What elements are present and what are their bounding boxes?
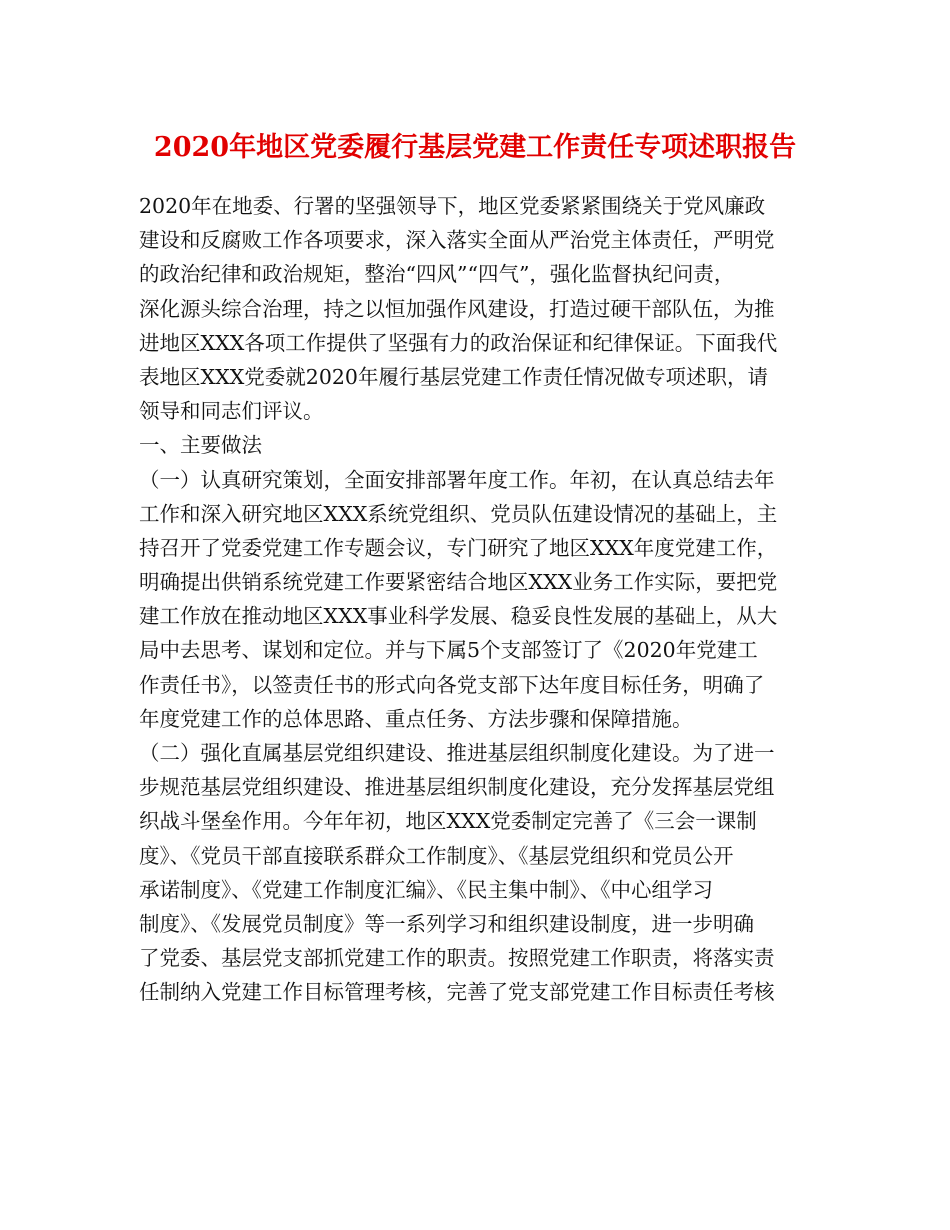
paragraph-line: 度》、《党员干部直接联系群众工作制度》、《基层党组织和党员公开	[139, 843, 734, 868]
paragraph-line: 领导和同志们评议。	[139, 399, 324, 424]
paragraph-line: 2020年在地委、行署的坚强领导下，地区党委紧紧围绕关于党风廉政	[139, 194, 766, 218]
paragraph-line: 表地区XXX党委就2020年履行基层党建工作责任情况做专项述职，请	[139, 364, 768, 389]
paragraph-line: 明确提出供销系统党建工作要紧密结合地区XXX业务工作实际，要把党	[139, 570, 778, 595]
paragraph-line: 工作和深入研究地区XXX系统党组织、党员队伍建设情况的基础上，主	[139, 501, 778, 526]
paragraph-line: 深化源头综合治理，持之以恒加强作风建设，打造过硬干部队伍，为推	[139, 296, 775, 321]
document-title: 2020年地区党委履行基层党建工作责任专项述职报告	[153, 132, 797, 163]
paragraph-line: 建设和反腐败工作各项要求，深入落实全面从严治党主体责任，严明党	[139, 228, 775, 253]
paragraph-line: 进地区XXX各项工作提供了坚强有力的政治保证和纪律保证。下面我代	[139, 330, 778, 355]
paragraph-line: 织战斗堡垒作用。今年年初，地区XXX党委制定完善了《三会一课制	[139, 809, 757, 834]
paragraph-line: 作责任书》，以签责任书的形式向各党支部下达年度目标任务，明确了	[139, 672, 765, 697]
paragraph-line: （一）认真研究策划，全面安排部署年度工作。年初，在认真总结去年	[139, 467, 775, 492]
paragraph-line: 一、主要做法	[139, 433, 262, 458]
paragraph-line: 年度党建工作的总体思路、重点任务、方法步骤和保障措施。	[139, 706, 693, 731]
paragraph-line: 任制纳入党建工作目标管理考核，完善了党支部党建工作目标责任考核	[139, 980, 775, 1005]
paragraph-line: 承诺制度》、《党建工作制度汇编》、《民主集中制》、《中心组学习	[139, 877, 713, 902]
paragraph-line: 的政治纪律和政治规矩，整治“四风”“四气”，强化监督执纪问责，	[139, 262, 735, 287]
paragraph-line: 建工作放在推动地区XXX事业科学发展、稳妥良性发展的基础上，从大	[139, 604, 778, 629]
paragraph-line: 了党委、基层党支部抓党建工作的职责。按照党建工作职责，将落实责	[139, 946, 775, 971]
paragraph-line: 步规范基层党组织建设、推进基层组织制度化建设，充分发挥基层党组	[139, 775, 775, 800]
paragraph-line: 制度》、《发展党员制度》等一系列学习和组织建设制度，进一步明确	[139, 911, 754, 936]
paragraph-line: （二）强化直属基层党组织建设、推进基层组织制度化建设。为了进一	[139, 741, 775, 765]
document-body	[139, 189, 819, 1010]
paragraph-line: 局中去思考、谋划和定位。并与下属5个支部签订了《2020年党建工	[139, 638, 758, 663]
paragraph-line: 持召开了党委党建工作专题会议，专门研究了地区XXX年度党建工作，	[139, 535, 778, 560]
